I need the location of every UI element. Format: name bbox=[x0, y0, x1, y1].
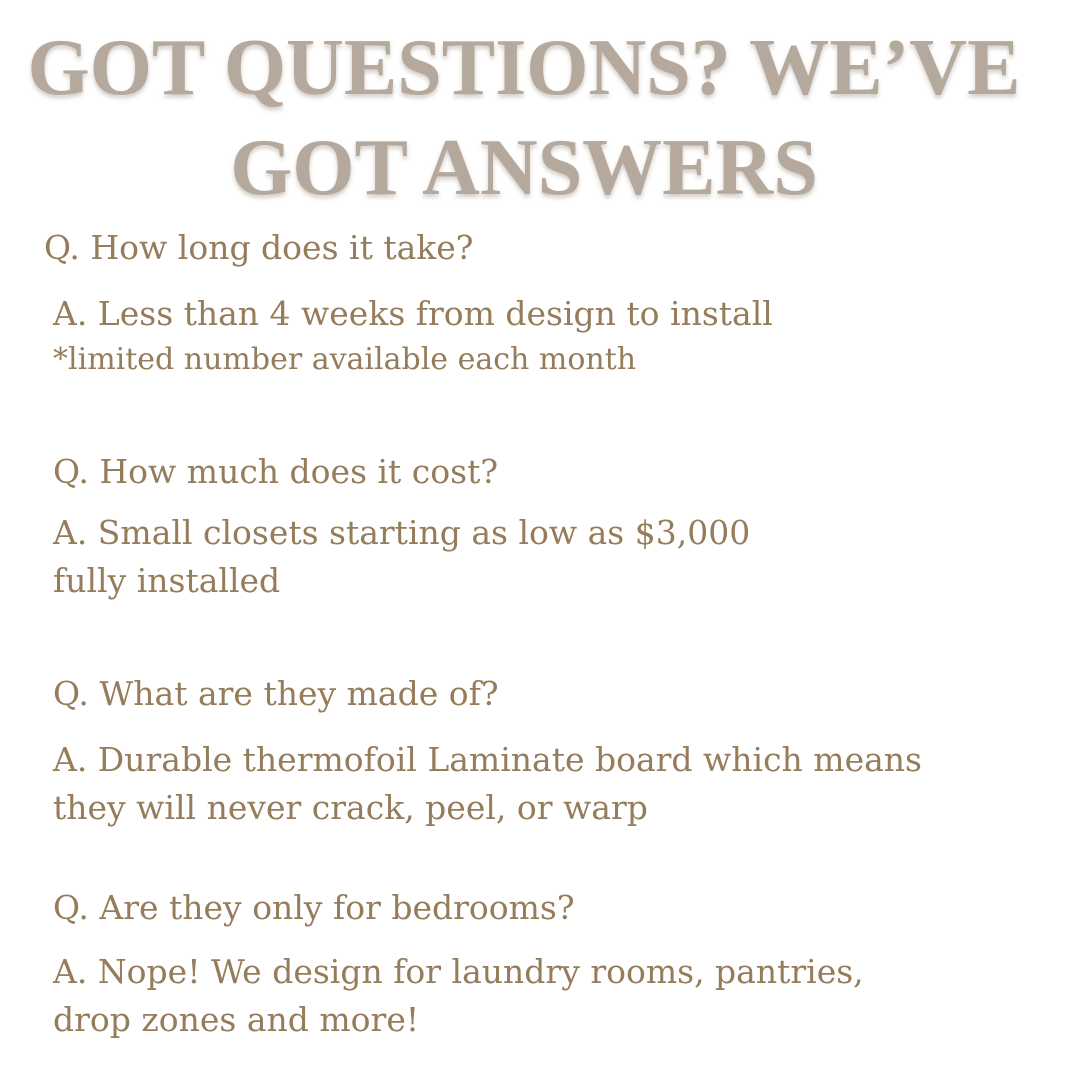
faq-answer-1 bbox=[53, 290, 773, 382]
faq-answer-1-text: A. Less than 4 weeks from design to install bbox=[53, 294, 773, 333]
faq-answer-4 bbox=[53, 948, 864, 1044]
faq-answer-4-line-1: A. Nope! We design for laundry rooms, pantries, bbox=[53, 952, 864, 991]
faq-answer-3 bbox=[53, 736, 922, 832]
faq-answer-3-line-1: A. Durable thermofoil Laminate board which means bbox=[53, 740, 922, 779]
faq-answer-2-line-2: fully installed bbox=[53, 561, 281, 600]
faq-question-4: Q. Are they only for bedrooms? bbox=[53, 888, 575, 927]
faq-answer-4-line-2: drop zones and more! bbox=[53, 1000, 420, 1039]
faq-answer-1-note: *limited number available each month bbox=[53, 342, 637, 377]
faq-answer-3-line-2: they will never crack, peel, or warp bbox=[53, 788, 648, 827]
page-title-line-2: GOT ANSWERS bbox=[230, 124, 818, 212]
faq-answer-2-line-1: A. Small closets starting as low as $3,000 bbox=[53, 513, 751, 552]
page-title-line-1: GOT QUESTIONS? WE’VE bbox=[27, 24, 1021, 112]
faq-question-2: Q. How much does it cost? bbox=[53, 452, 499, 491]
faq-question-1: Q. How long does it take? bbox=[44, 228, 474, 267]
page-title bbox=[0, 18, 1048, 218]
faq-answer-2 bbox=[53, 509, 750, 605]
faq-question-3: Q. What are they made of? bbox=[53, 674, 499, 713]
